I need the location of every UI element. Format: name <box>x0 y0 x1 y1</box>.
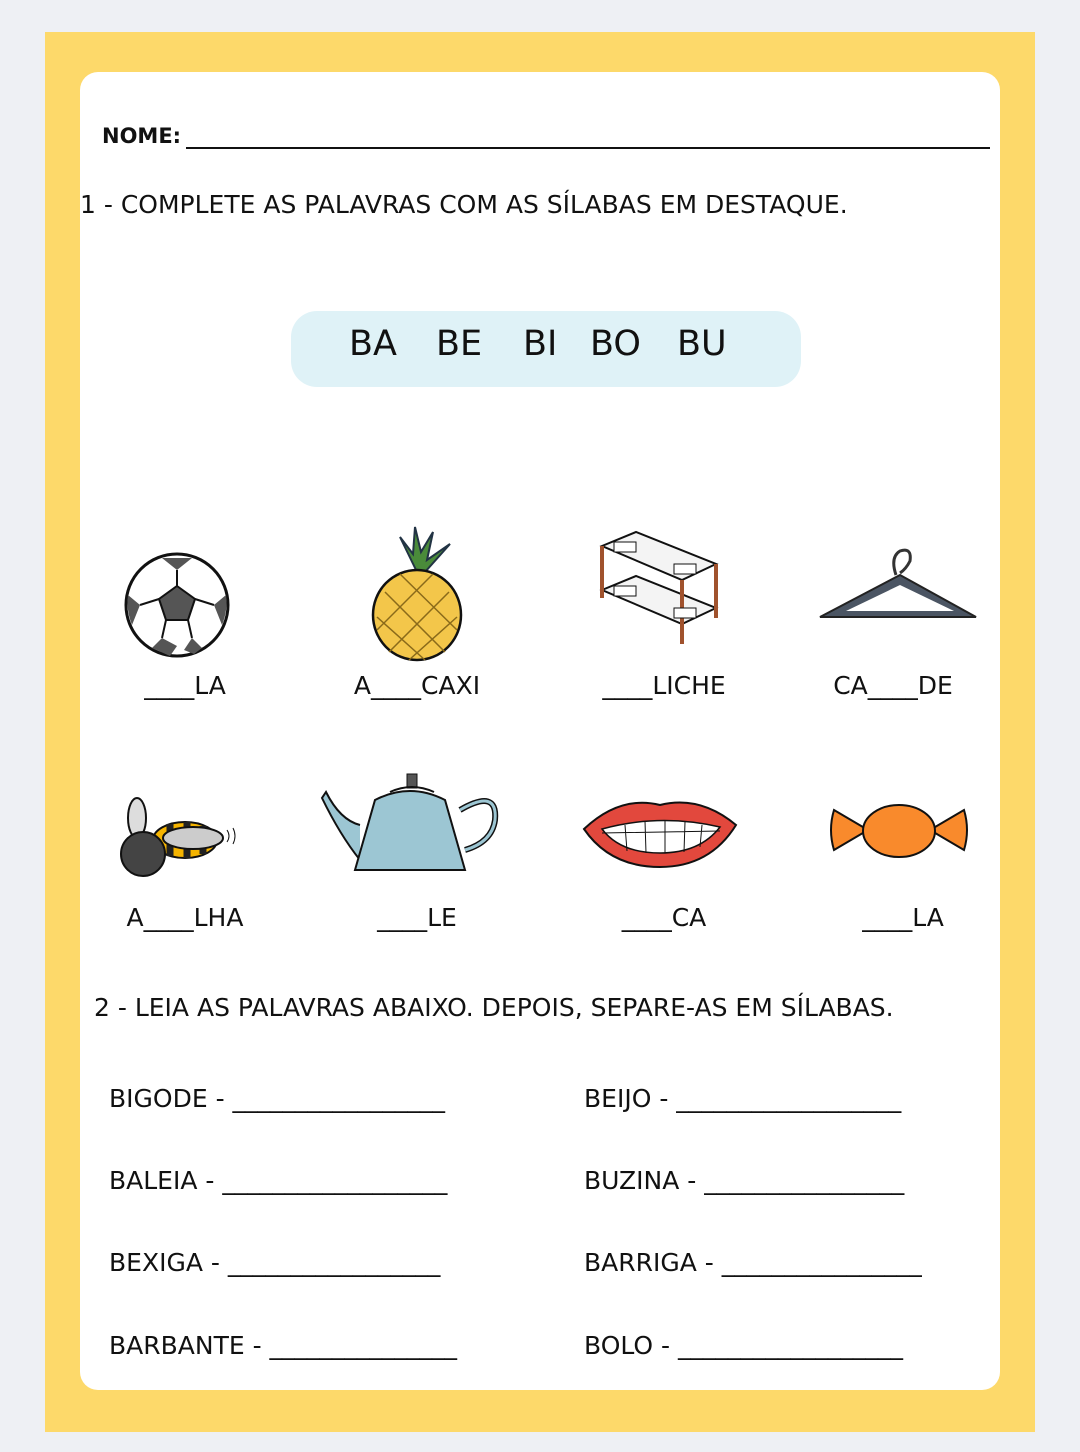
bee-icon <box>115 790 240 880</box>
question-1-title: 1 - COMPLETE AS PALAVRAS COM AS SÍLABAS EM DESTAQUE. <box>80 190 848 219</box>
syllable-word-line[interactable]: BEXIGA - _________________ <box>109 1248 441 1277</box>
word-blank-label: A____CAXI <box>353 671 481 700</box>
syllable-word-line[interactable]: BALEIA - __________________ <box>109 1166 448 1195</box>
syllable: BU <box>677 324 727 364</box>
soccer-ball-icon <box>122 550 232 660</box>
word-blank-label: ____CA <box>621 903 707 932</box>
question-2-title: 2 - LEIA AS PALAVRAS ABAIXO. DEPOIS, SEPARE-AS EM SÍLABAS. <box>94 993 894 1022</box>
word-blank-label: ____LA <box>862 903 944 932</box>
syllable-word-line[interactable]: BEIJO - __________________ <box>584 1084 902 1113</box>
syllable-word-line[interactable]: BUZINA - ________________ <box>584 1166 905 1195</box>
mouth-icon <box>580 795 740 870</box>
syllable: BI <box>523 324 558 364</box>
teapot-icon <box>320 770 502 876</box>
syllable: BO <box>590 324 641 364</box>
syllable-word-line[interactable]: BARRIGA - ________________ <box>584 1248 922 1277</box>
word-blank-label: ____LE <box>377 903 457 932</box>
name-label: NOME: <box>102 124 182 148</box>
pineapple-icon <box>365 522 470 664</box>
syllable: BA <box>349 324 397 364</box>
syllable: BE <box>436 324 483 364</box>
hanger-icon <box>816 545 982 625</box>
syllable-word-line[interactable]: BARBANTE - _______________ <box>109 1331 458 1360</box>
name-line[interactable] <box>186 147 990 149</box>
word-blank-label: ____LICHE <box>602 671 726 700</box>
syllable-word-line[interactable]: BIGODE - _________________ <box>109 1084 446 1113</box>
word-blank-label: ____LA <box>144 671 226 700</box>
word-blank-label: A____LHA <box>126 903 244 932</box>
bunk-bed-icon <box>596 528 722 650</box>
word-blank-label: CA____DE <box>833 671 953 700</box>
syllable-word-line[interactable]: BOLO - __________________ <box>584 1331 904 1360</box>
candy-icon <box>828 800 970 862</box>
